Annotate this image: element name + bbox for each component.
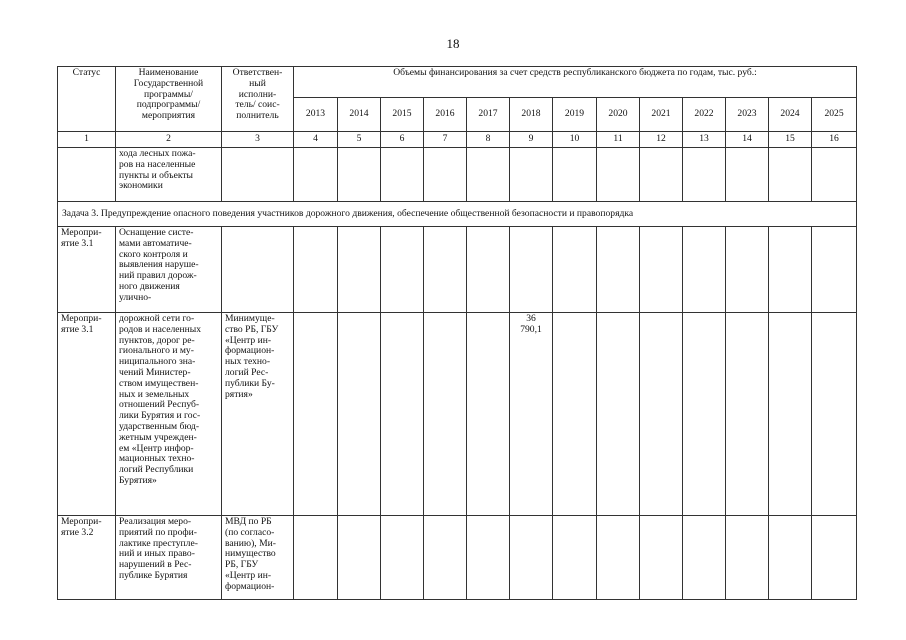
year-2019: 2019 xyxy=(553,98,597,132)
task-text: Задача 3. Предупреждение опасного поведения участников дорожного движения, обеспечение общественной безопасности и правопорядка xyxy=(58,202,857,227)
year-2023: 2023 xyxy=(726,98,769,132)
column-number: 5 xyxy=(338,132,381,148)
header-funding: Объемы финансирования за счет средств республиканского бюджета по годам, тыс. руб.: xyxy=(294,67,857,98)
column-number: 6 xyxy=(381,132,424,148)
column-number: 12 xyxy=(640,132,683,148)
header-status: Статус xyxy=(58,67,116,132)
column-number: 16 xyxy=(812,132,857,148)
column-number: 15 xyxy=(769,132,812,148)
task-row xyxy=(58,202,857,227)
table-row xyxy=(58,227,857,313)
responsible-cell xyxy=(222,148,294,202)
name-cell: Реализация меро- приятий по профи- лактике преступле- ний и иных право- нарушений в Рес- публике Бурятия xyxy=(116,516,222,600)
column-number: 14 xyxy=(726,132,769,148)
year-2016: 2016 xyxy=(424,98,467,132)
column-number: 7 xyxy=(424,132,467,148)
value-2018-cell xyxy=(510,227,553,313)
responsible-cell xyxy=(222,227,294,313)
value-2018-cell xyxy=(510,516,553,600)
year-2021: 2021 xyxy=(640,98,683,132)
value-2018-cell: 36 790,1 xyxy=(510,313,553,516)
name-cell: дорожной сети го- родов и населенных пунктов, дорог ре- гионального и му- ниципального зна- чений Министер- ством имуществен- ных и земельных отношений Респуб- лики Бурятия и гос- ударственным бюд- жетным учрежден- ем «Центр инфор- мационных техно- логий Республики Бурятия» xyxy=(116,313,222,516)
table-row xyxy=(58,148,857,202)
year-2022: 2022 xyxy=(683,98,726,132)
year-2020: 2020 xyxy=(597,98,640,132)
year-2024: 2024 xyxy=(769,98,812,132)
column-number: 13 xyxy=(683,132,726,148)
column-number: 11 xyxy=(597,132,640,148)
year-2015: 2015 xyxy=(381,98,424,132)
status-cell xyxy=(58,148,116,202)
year-2025: 2025 xyxy=(812,98,857,132)
year-2018: 2018 xyxy=(510,98,553,132)
column-number-row xyxy=(58,132,857,148)
year-2013: 2013 xyxy=(294,98,338,132)
status-cell: Меропри- ятие 3.2 xyxy=(58,516,116,600)
column-number: 1 xyxy=(58,132,116,148)
responsible-cell: МВД по РБ (по согласо- ванию), Ми- нимущество РБ, ГБУ «Центр ин- формацион- xyxy=(222,516,294,600)
column-number: 2 xyxy=(116,132,222,148)
status-cell: Меропри- ятие 3.1 xyxy=(58,313,116,516)
column-number: 3 xyxy=(222,132,294,148)
status-cell: Меропри- ятие 3.1 xyxy=(58,227,116,313)
column-number: 4 xyxy=(294,132,338,148)
header-name: Наименование Государственной программы/ подпрограммы/ мероприятия xyxy=(116,67,222,132)
year-2014: 2014 xyxy=(338,98,381,132)
table-row xyxy=(58,313,857,516)
column-number: 9 xyxy=(510,132,553,148)
header-row xyxy=(58,67,857,98)
responsible-cell: Минимуще- ство РБ, ГБУ «Центр ин- формацион- ных техно- логий Рес- публики Бу- рятия» xyxy=(222,313,294,516)
page-number: 18 xyxy=(446,36,460,51)
name-cell: Оснащение систе- мами автоматиче- ского контроля и выявления наруше- ний правил дорож- ного движения улично- xyxy=(116,227,222,313)
column-number: 10 xyxy=(553,132,597,148)
table-row xyxy=(58,516,857,600)
header-responsible: Ответствен- ный исполни- тель/ соис- полнитель xyxy=(222,67,294,132)
name-cell: хода лесных пожа- ров на населенные пункты и объекты экономики xyxy=(116,148,222,202)
column-number: 8 xyxy=(467,132,510,148)
year-2017: 2017 xyxy=(467,98,510,132)
funding-table xyxy=(57,66,857,600)
